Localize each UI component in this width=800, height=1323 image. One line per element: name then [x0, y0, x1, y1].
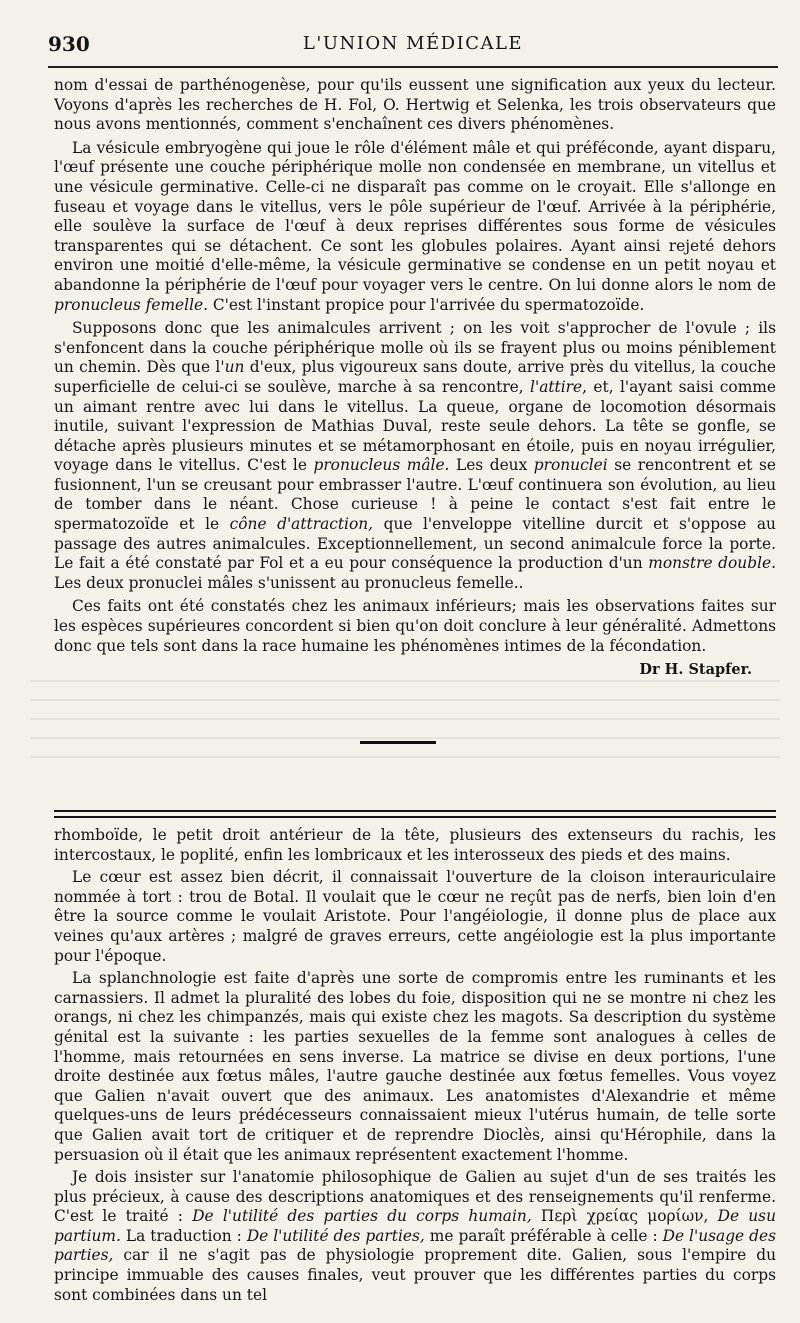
text-run: me paraît préférable à celle : [424, 1226, 663, 1245]
text-run: Les deux [449, 456, 534, 475]
feuilleton-rule-bottom [54, 816, 776, 818]
italic-title: De l'usage des parties, [54, 1226, 776, 1265]
italic-title: De l'utilité des parties du corps humain, [192, 1207, 532, 1226]
section-separator [360, 741, 436, 744]
italic-term: pronuclei [533, 456, 608, 475]
paragraph-2 [54, 139, 776, 315]
paragraph-3 [54, 319, 776, 593]
paragraph-4 [54, 1168, 776, 1305]
text-run: C'est l'instant propice pour l'arrivée du spermatozoïde. [208, 295, 645, 314]
feuilleton-rule-top [54, 810, 776, 812]
italic-term: l'attire [530, 377, 583, 396]
paragraph-1: nom d'essai de parthénogenèse, pour qu'ils eussent une signification aux yeux du lecteur. Voyons d'après les recherches de H. Fol, O. Hertwig et Selenka, les trois observateurs que nous avons mentionnés, comment s'enchaînent ces divers phénomènes. [54, 76, 776, 134]
italic-term: monstre double. [648, 554, 776, 573]
page-number: 930 [48, 32, 90, 56]
italic-title: De usu partium. [54, 1207, 776, 1245]
text-run: car il ne s'agit pas de physiologie proprement dite. Galien, sous l'empire du principe immuable des causes finales, veut prouver que les différentes parties du corps sont combinées dans un tel [54, 1246, 776, 1304]
greek-title: Περὶ χρείας μορίων, [531, 1207, 718, 1226]
italic-term: pronucleus femelle. [54, 295, 209, 314]
running-title: L'UNION MÉDICALE [302, 33, 524, 54]
text-run: La vésicule embryogène qui joue le rôle d'élément mâle et qui préféconde, ayant disparu, l'œuf présente une couche périphérique molle non condensée en membrane, un vitellus et une vésicule germinative. Celle-ci ne disparaît pas comme on le croyait. Elle s'allonge en fuseau et voyage dans le vitellus, vers le pôle supérieur de l'œuf. Arrivée à la périphérie, elle soulève la surface de l'œuf à deux reprises différentes sous forme de vésicules transparentes qui se détachent. Ce sont les globules polaires. Ayant ainsi rejeté dehors environ une moitié d'elle-même, la vésicule germinative se condense en un petit noyau et abandonne la périphérie de l'œuf pour voyager vers le centre. On lui donne alors le nom de [54, 138, 776, 294]
text-run: Supposons donc que les animalcules arrivent ; on les voit s'approcher de l'ovule ; ils s'enfoncent dans la couche périphérique molle où ils se frayent plus ou moins péniblement un chemin. Dès que l' [54, 319, 776, 377]
text-run: Je dois insister sur l'anatomie philosophique de Galien au sujet d'un de ses traités les plus précieux, à cause des descriptions anatomiques et des renseignements qu'il renferme. C'est le traité : [54, 1168, 776, 1226]
italic-term: pronucleus mâle. [313, 456, 450, 475]
page-header [48, 24, 778, 60]
header-rule [48, 66, 778, 68]
text-run: que l'enveloppe vitelline durcit et s'oppose au passage des autres animalcules. Exceptionnellement, un second animalcule force la porte. Le fait a été constaté par Fol et a eu pour conséquence la production d'un [54, 515, 776, 573]
feuilleton-galien [54, 826, 776, 1308]
article-fecondation [54, 76, 776, 680]
italic-title: De l'utilité des parties, [246, 1226, 425, 1245]
text-run: , et, l'ayant saisi comme un aimant rentre avec lui dans le vitellus. La queue, organe de locomotion désormais inutile, suivant l'expression de Mathias Duval, reste seule dehors. La tête se gonfle, se détache après plusieurs minutes et se métamorphosant en étoile, puis en noyau irrégulier, voyage dans le vitellus. C'est le [54, 377, 776, 475]
text-run: Les deux pronuclei mâles s'unissent au pronucleus femelle.. [54, 573, 524, 592]
text-run: La traduction : [120, 1226, 247, 1245]
text-run: d'eux, plus vigoureux sans doute, arrive près du vitellus, la couche superficielle de celui-ci se soulève, marche à sa rencontre, [54, 358, 777, 396]
paragraph-2: Le cœur est assez bien décrit, il connaissait l'ouverture de la cloison interauriculaire nommée à tort : trou de Botal. Il voulait que le cœur ne reçût pas de nerfs, bien loin d'en être la source comme le voulait Aristote. Pour l'angéiologie, il donne plus de place aux veines qu'aux artères ; malgré de graves erreurs, cette angéiologie est la plus importante pour l'époque. [54, 868, 776, 965]
text-run: se rencontrent et se fusionnent, l'un se creusant pour embrasser l'autre. L'œuf continuera son évolution, au lieu de tomber dans le néant. Chose curieuse ! à peine le contact s'est fait entre le spermatozoïde et le [54, 456, 776, 534]
italic-term: un [224, 358, 245, 377]
author-signature: Dr H. Stapfer. [639, 661, 752, 679]
paragraph-1: rhomboïde, le petit droit antérieur de la tête, plusieurs des extenseurs du rachis, les intercostaux, le poplité, enfin les lombricaux et les interosseux des pieds et des mains. [54, 826, 776, 864]
paragraph-3: La splanchnologie est faite d'après une sorte de compromis entre les ruminants et les carnassiers. Il admet la pluralité des lobes du foie, disposition qui ne se montre ni chez les orangs, ni chez les chimpanzés, mais qui existe chez les magots. Sa description du système génital est la suivante : les parties sexuelles de la femme sont analogues à celles de l'homme, mais retournées en sens inverse. La matrice se divise en deux portions, l'une droite destinée aux fœtus mâles, l'autre gauche destinée aux fœtus femelles. Vous voyez que Galien n'avait ouvert que des animaux. Les anatomistes d'Alexandrie et même quelques-uns de leurs prédécesseurs connaissaient mieux l'utérus humain, de telle sorte que Galien avait tort de critiquer et de reprendre Dioclès, ainsi qu'Hérophile, dans la persuasion où il était que les animaux représentent exactement l'homme. [54, 969, 776, 1164]
bleed-through-shadow [30, 680, 780, 770]
paragraph-4: Ces faits ont été constatés chez les animaux inférieurs; mais les observations faites sur les espèces supérieures concordent si bien qu'on doit conclure à leur généralité. Admettons donc que tels sont dans la race humaine les phénomènes intimes de la fécondation. [54, 597, 776, 655]
italic-term: cône d'attraction, [229, 515, 374, 534]
